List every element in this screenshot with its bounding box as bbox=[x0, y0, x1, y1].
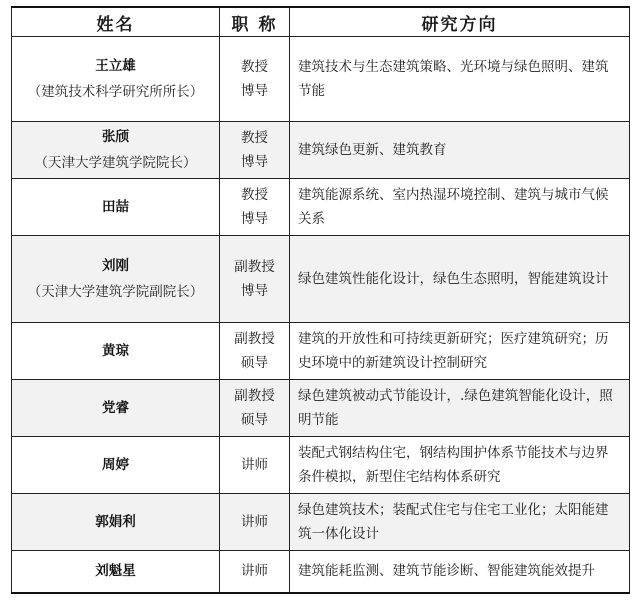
research-cell: 绿色建筑被动式节能设计，.绿色建筑智能化设计，照明节能 bbox=[290, 380, 630, 437]
header-research: 研究方向 bbox=[290, 7, 630, 37]
table-row bbox=[12, 37, 630, 122]
person-name: 刘刚 bbox=[102, 258, 129, 274]
title-line: 博导 bbox=[241, 83, 268, 99]
person-affiliation: （天津大学建筑学院院长） bbox=[34, 155, 197, 171]
name-cell bbox=[12, 179, 220, 236]
research-cell: 建筑绿色更新、建筑教育 bbox=[290, 122, 630, 179]
person-name: 王立雄 bbox=[95, 58, 136, 74]
table-row bbox=[12, 122, 630, 179]
title-line: 博导 bbox=[241, 283, 268, 299]
research-cell: 建筑能源系统、室内热湿环境控制、建筑与城市气候关系 bbox=[290, 179, 630, 236]
title-line: 教授 bbox=[241, 59, 268, 75]
name-cell bbox=[12, 551, 220, 593]
research-cell: 绿色建筑技术；装配式住宅与住宅工业化；太阳能建筑一体化设计 bbox=[290, 494, 630, 551]
title-line: 博导 bbox=[241, 211, 268, 227]
table-row bbox=[12, 380, 630, 437]
name-cell bbox=[12, 37, 220, 122]
title-line: 副教授 bbox=[234, 259, 275, 275]
person-name: 郭娟利 bbox=[95, 514, 136, 530]
title-cell bbox=[220, 122, 290, 179]
table-row bbox=[12, 179, 630, 236]
name-cell bbox=[12, 236, 220, 323]
title-cell bbox=[220, 179, 290, 236]
title-line: 硕导 bbox=[241, 355, 268, 371]
person-name: 党睿 bbox=[102, 400, 129, 416]
title-line: 硕导 bbox=[241, 412, 268, 428]
research-cell: 绿色建筑性能化设计，绿色生态照明，智能建筑设计 bbox=[290, 236, 630, 323]
table-header bbox=[12, 7, 630, 37]
title-line: 博导 bbox=[241, 154, 268, 170]
research-cell: 装配式钢结构住宅，钢结构围护体系节能技术与边界条件模拟，新型住宅结构体系研究 bbox=[290, 437, 630, 494]
title-line: 讲师 bbox=[241, 457, 268, 473]
research-cell: 建筑技术与生态建筑策略、光环境与绿色照明、建筑节能 bbox=[290, 37, 630, 122]
title-line: 副教授 bbox=[234, 331, 275, 347]
name-cell bbox=[12, 494, 220, 551]
title-line: 讲师 bbox=[241, 514, 268, 530]
research-cell: 建筑的开放性和可持续更新研究；医疗建筑研究；历史环境中的新建筑设计控制研究 bbox=[290, 323, 630, 380]
title-line: 教授 bbox=[241, 187, 268, 203]
title-cell bbox=[220, 236, 290, 323]
research-cell: 建筑能耗监测、建筑节能诊断、智能建筑能效提升 bbox=[290, 551, 630, 593]
person-affiliation: （天津大学建筑学院副院长） bbox=[27, 284, 204, 300]
table-body bbox=[12, 37, 630, 593]
name-cell bbox=[12, 323, 220, 380]
title-cell bbox=[220, 551, 290, 593]
person-name: 张颀 bbox=[102, 129, 129, 145]
faculty-table-container bbox=[11, 6, 629, 594]
title-line: 讲师 bbox=[241, 563, 268, 580]
title-cell bbox=[220, 37, 290, 122]
title-cell bbox=[220, 380, 290, 437]
name-cell bbox=[12, 437, 220, 494]
name-cell bbox=[12, 122, 220, 179]
table-row bbox=[12, 437, 630, 494]
table-row bbox=[12, 494, 630, 551]
title-line: 教授 bbox=[241, 130, 268, 146]
title-cell bbox=[220, 494, 290, 551]
header-row bbox=[12, 7, 630, 37]
title-cell bbox=[220, 323, 290, 380]
person-affiliation: （建筑技术科学研究所所长） bbox=[27, 84, 204, 100]
person-name: 黄琼 bbox=[102, 343, 129, 359]
title-line: 副教授 bbox=[234, 388, 275, 404]
table-row bbox=[12, 551, 630, 593]
title-cell bbox=[220, 437, 290, 494]
person-name: 周婷 bbox=[102, 457, 129, 473]
person-name: 刘魁星 bbox=[95, 563, 136, 580]
header-title: 职 称 bbox=[220, 7, 290, 37]
table-row bbox=[12, 236, 630, 323]
table-row bbox=[12, 323, 630, 380]
header-name: 姓名 bbox=[12, 7, 220, 37]
name-cell bbox=[12, 380, 220, 437]
person-name: 田喆 bbox=[102, 199, 129, 215]
faculty-table bbox=[11, 6, 630, 594]
